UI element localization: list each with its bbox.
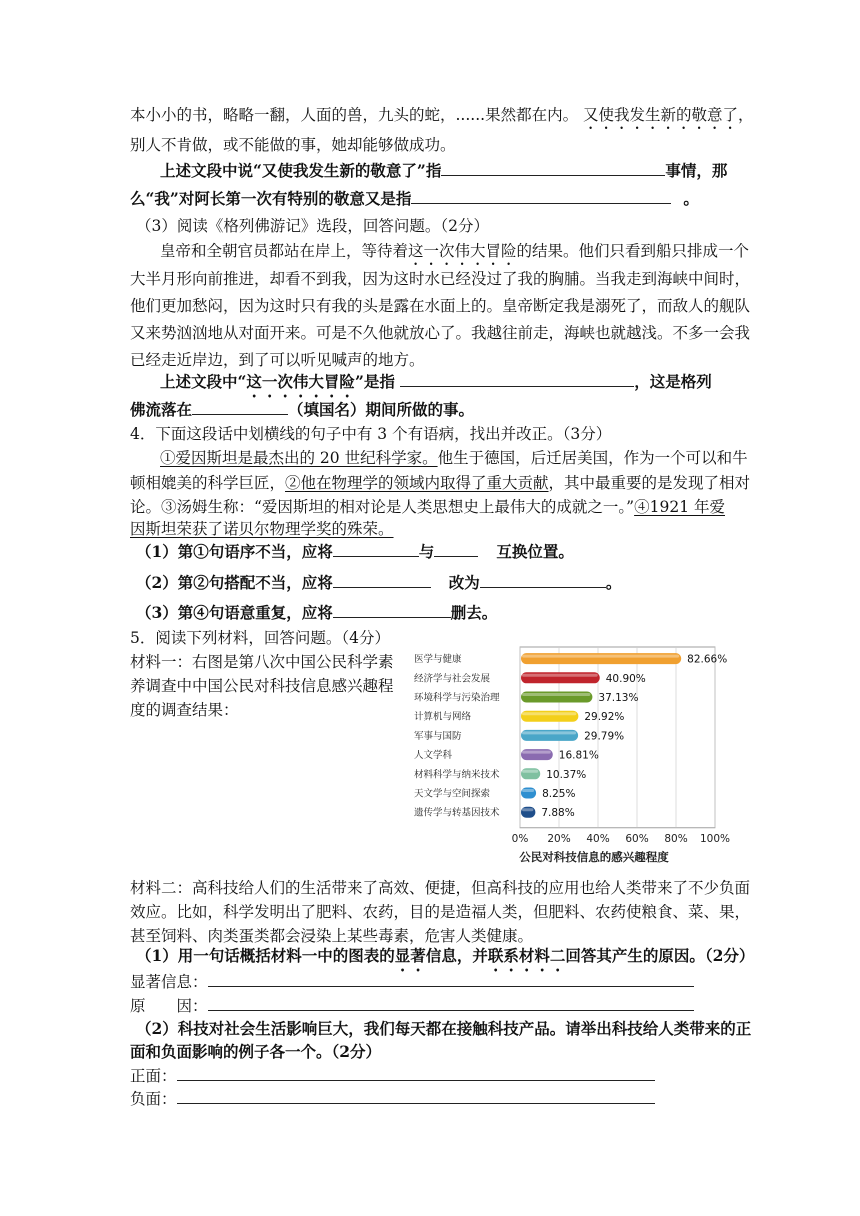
question-text: 与 <box>418 542 435 561</box>
q4-para-2 <box>130 472 750 494</box>
question-text: 。 <box>605 573 622 592</box>
answer-label: 负面： <box>130 1090 177 1108</box>
material-1-line-3: 度的调查结果： <box>130 701 239 719</box>
value-label: 8.25% <box>542 788 576 800</box>
answer-line-negative <box>130 1087 655 1110</box>
question-text: （3）第④句语意重复，应将 <box>136 603 333 622</box>
category-label: 计算机与网络 <box>414 711 472 723</box>
material-2-line-3: 甚至饲料、肉类蛋类都会浸染上某些毒素，危害人类健康。 <box>130 927 534 945</box>
answer-label: 显著信息： <box>130 973 208 991</box>
q5-sub-2-line-2: 面和负面影响的例子各一个。（2分） <box>130 1042 382 1061</box>
q3-para-3: 他们更加愁闷，因为这时只有我的头是露在水面上的。皇帝断定我是溺死了，而敌人的舰队 <box>130 297 751 315</box>
question-text: （2）第②句搭配不当，应将 <box>136 573 333 592</box>
question-text: ，这是格列 <box>634 372 712 391</box>
answer-blank[interactable] <box>480 571 606 588</box>
bar-highlight <box>522 751 551 754</box>
answer-blank[interactable] <box>208 994 694 1011</box>
material-2-line-1: 材料二：高科技给人们的生活带来了高效、便捷，但高科技的应用也给人类带来了不少负面 <box>130 879 751 897</box>
x-tick-label: 0% <box>511 832 529 845</box>
x-tick-label: 60% <box>625 832 649 845</box>
category-label: 军事与国防 <box>414 730 462 742</box>
answer-blank[interactable] <box>400 370 634 387</box>
bar-highlight <box>522 770 538 773</box>
value-label: 82.66% <box>687 653 728 666</box>
bar-highlight <box>522 789 534 792</box>
q3-ask-line-1 <box>160 370 712 401</box>
para-text: 皇帝和全朝官员都站在岸上，等待着 <box>160 242 409 260</box>
question-text: 上述文段中说“又使我发生新的敬意了”指 <box>160 161 442 180</box>
bar-highlight <box>522 655 679 658</box>
q4-para-3 <box>130 496 725 518</box>
passage-text: 本小小的书，略略一翻，人面的兽，九头的蛇，......果然都在内。 <box>130 106 583 124</box>
bar-highlight <box>522 712 576 715</box>
q4-para-4 <box>130 518 394 540</box>
material-2-line-2: 效应。比如，科学发明出了肥料、农药，目的是造福人类，但肥料、农药使粮食、菜、果， <box>130 903 751 921</box>
answer-blank[interactable] <box>333 601 451 618</box>
question-text: 信息，并 <box>425 946 488 965</box>
value-label: 16.81% <box>558 749 599 762</box>
q4-answer-2 <box>136 571 621 594</box>
q5-heading: 5．阅读下列材料，回答问题。（4分） <box>130 629 390 647</box>
category-label: 遗传学与转基因技术 <box>414 807 500 819</box>
dotted-phrase: 这一次伟大冒险 <box>246 372 355 391</box>
q3-para-5: 已经走近岸边，到了可以听见喊声的地方。 <box>130 351 425 369</box>
bar-highlight <box>522 808 533 811</box>
chart-title: 公民对科技信息的感兴趣程度 <box>519 850 669 864</box>
q3-heading: （3）阅读《格列佛游记》选段，回答问题。（2分） <box>136 217 489 235</box>
question-text: 互换位置。 <box>496 542 574 561</box>
category-label: 医学与健康 <box>414 654 462 666</box>
answer-line-info <box>130 970 694 993</box>
answer-label: 正面： <box>130 1067 177 1085</box>
category-label: 材料科学与纳米技术 <box>414 769 500 781</box>
question-text: 删去。 <box>450 603 498 622</box>
q3-para-1 <box>160 240 749 269</box>
x-tick-label: 40% <box>586 832 610 845</box>
answer-blank[interactable] <box>333 540 419 557</box>
answer-blank[interactable] <box>177 1087 655 1104</box>
answer-blank[interactable] <box>333 571 431 588</box>
underlined-sentence: ④1921 年爱 <box>634 498 725 516</box>
q3-para-4: 又来势汹汹地从对面开来。可是不久他就放心了。我越往前走，海峡也就越浅。不多一会我 <box>130 324 751 342</box>
question-text: 么“我”对阿长第一次有特别的敬意又是指 <box>130 189 412 208</box>
underlined-sentence: ①爱因斯坦是最杰出的 20 世纪科学家。 <box>160 449 438 467</box>
category-label: 环境科学与污染治理 <box>414 692 500 704</box>
question-text: 改为 <box>448 573 480 592</box>
question-text: 。 <box>683 189 699 208</box>
dotted-phrase: 显著 <box>394 946 426 965</box>
value-label: 40.90% <box>605 672 646 685</box>
bar-highlight <box>522 731 576 734</box>
answer-blank[interactable] <box>208 970 694 987</box>
q3-ask-line-2 <box>130 398 474 421</box>
question-text: 上述文段中“ <box>160 372 247 391</box>
q3-para-2: 大半月形向前推进，却看不到我，因为这时水已经没过了我的胸脯。当我走到海峡中间时， <box>130 270 751 288</box>
question-text: 事情，那 <box>665 161 728 180</box>
answer-blank[interactable] <box>411 187 671 204</box>
answer-line-positive <box>130 1064 655 1087</box>
question-text: （填国名）期间所做的事。 <box>288 400 475 419</box>
q2-answer-line-1 <box>160 159 727 182</box>
para-text: 他生于德国，后迁居美国，作为一个可以和牛 <box>437 449 748 467</box>
material-1-line-1: 材料一：右图是第八次中国公民科学素 <box>130 653 394 671</box>
q4-para-1 <box>160 447 748 469</box>
para-text: 顿相媲美的科学巨匠， <box>130 474 286 492</box>
x-tick-label: 20% <box>547 832 571 845</box>
value-label: 7.88% <box>541 807 575 820</box>
underlined-sentence: 因斯坦荣获了诺贝尔物理学奖的殊荣。 <box>130 520 394 538</box>
q5-sub-2-line-1: （2）科技对社会生活影响巨大，我们每天都在接触科技产品。请举出科技给人类带来的正 <box>136 1019 752 1038</box>
category-label: 天文学与空间探索 <box>414 788 491 800</box>
value-label: 37.13% <box>598 692 639 704</box>
answer-blank[interactable] <box>434 540 478 557</box>
passage-line-2: 别人不肯做，或不能做的事，她却能够做成功。 <box>130 136 456 154</box>
x-tick-label: 100% <box>699 832 731 845</box>
underlined-sentence: ②他在物理学的领域内取得了重大贡献 <box>285 474 549 492</box>
material-1-line-2: 养调查中中国公民对科技信息感兴趣程 <box>130 677 394 695</box>
q2-answer-line-2 <box>130 187 699 210</box>
x-tick-label: 80% <box>664 832 688 845</box>
passage-text: ， <box>738 106 754 124</box>
dotted-phrase: 这一次伟大冒险 <box>408 242 517 260</box>
value-label: 10.37% <box>546 768 587 781</box>
dotted-phrase: 又使我发生新的敬意了 <box>583 106 739 124</box>
para-text: 的结果。他们只看到船只排成一个 <box>516 242 750 260</box>
question-text: 佛流落在 <box>130 400 193 419</box>
answer-line-reason <box>130 994 694 1017</box>
q4-answer-3 <box>136 601 497 624</box>
para-text: ，其中最重要的是发现了相对 <box>548 474 751 492</box>
answer-blank[interactable] <box>192 398 288 415</box>
question-text: ”是指 <box>354 372 401 391</box>
q4-heading: 4．下面这段话中划横线的句子中有 3 个有语病，找出并改正。（3分） <box>130 425 612 443</box>
value-label: 29.92% <box>584 711 625 724</box>
answer-label: 原 因： <box>130 997 208 1015</box>
bar-highlight <box>522 674 598 677</box>
question-text: 回答其产生的原因。（2分） <box>565 946 755 965</box>
category-label: 人文学科 <box>414 750 453 762</box>
dotted-phrase: 联系材料二 <box>487 946 566 965</box>
para-text: 论。③汤姆生称：“爱因斯坦的相对论是人类思想史上最伟大的成就之一。” <box>130 498 635 516</box>
value-label: 29.79% <box>584 730 625 743</box>
answer-blank[interactable] <box>177 1064 655 1081</box>
passage-line-1 <box>130 104 754 133</box>
q4-answer-1 <box>136 540 574 563</box>
category-label: 经济学与社会发展 <box>414 673 491 685</box>
interest-bar-chart <box>408 645 738 870</box>
question-text: （1）第①句语序不当，应将 <box>136 542 333 561</box>
answer-blank[interactable] <box>441 159 665 176</box>
question-text: （1）用一句话概括材料一中的图表的 <box>136 946 395 965</box>
bar-highlight <box>522 693 590 696</box>
